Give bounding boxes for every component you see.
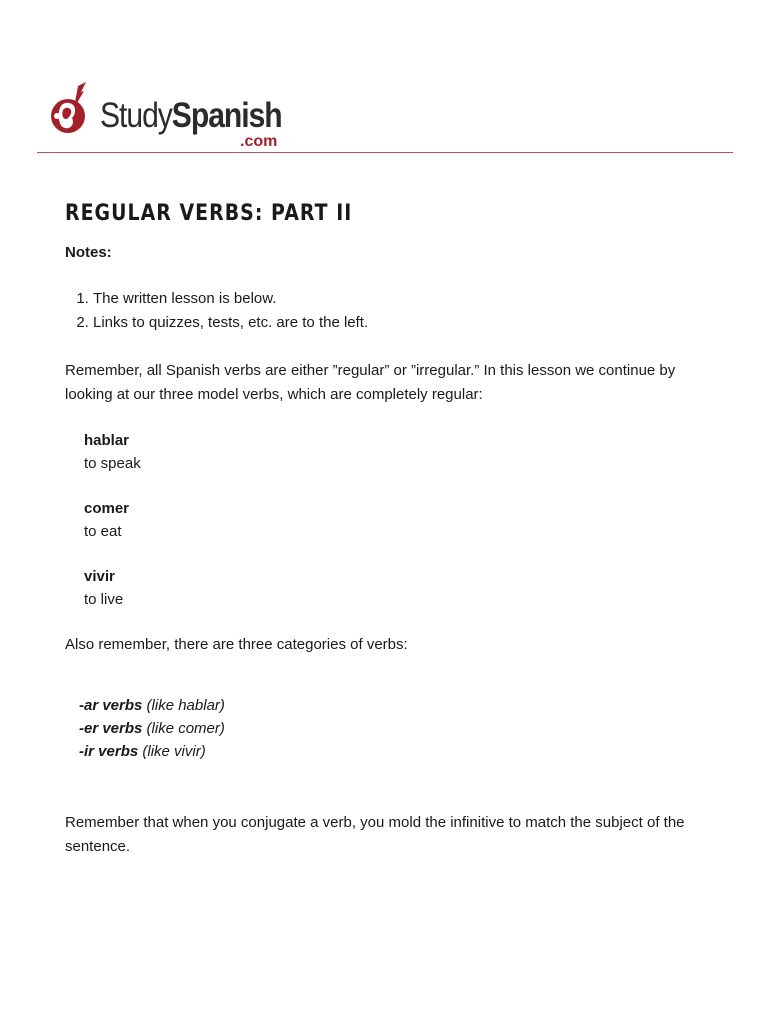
- category-name: -ir verbs: [79, 743, 139, 760]
- logo-word-spanish: Spanish: [171, 96, 282, 135]
- category-name: -er verbs: [79, 720, 143, 737]
- closing-paragraph: Remember that when you conjugate a verb, you mold the infinitive to match the subject of the sentence.: [65, 814, 685, 855]
- logo-word-study: Study: [100, 96, 172, 135]
- notes-item: 1. The written lesson is below.: [93, 287, 705, 311]
- verb-categories-list: [65, 694, 705, 763]
- notes-list: [65, 287, 705, 335]
- intro-paragraph: Remember, all Spanish verbs are either ”regular” or ”irregular.” In this lesson we continue by looking at our three model verbs, which are completely regular:: [65, 362, 676, 403]
- model-verb-item: [84, 497, 705, 543]
- lesson-content: [65, 200, 705, 859]
- verb-category: [79, 740, 705, 763]
- model-verb-meaning: to live: [84, 591, 124, 608]
- model-verb: comer: [84, 500, 130, 517]
- page-header: [0, 0, 768, 154]
- logo-wordmark: [100, 96, 282, 136]
- model-verb: vivir: [84, 568, 115, 585]
- notes-item: 2. Links to quizzes, tests, etc. are to the left.: [93, 311, 705, 335]
- lesson-title: REGULAR VERBS: PART II: [65, 201, 353, 226]
- studyspanish-logo[interactable]: [48, 78, 308, 152]
- model-verbs-list: [65, 429, 705, 611]
- category-example: (like hablar): [142, 697, 225, 714]
- verb-category: [79, 717, 705, 740]
- category-example: (like vivir): [138, 743, 206, 760]
- model-verb-meaning: to eat: [84, 523, 122, 540]
- notes-label: Notes:: [65, 244, 112, 261]
- category-name: -ar verbs: [79, 697, 143, 714]
- model-verb-meaning: to speak: [84, 455, 141, 472]
- verb-category: [79, 694, 705, 717]
- model-verb-item: [84, 429, 705, 475]
- model-verb-item: [84, 565, 705, 611]
- model-verb: hablar: [84, 432, 130, 449]
- logo-domain: .com: [240, 133, 278, 150]
- category-example: (like comer): [142, 720, 225, 737]
- header-divider: [37, 152, 733, 153]
- bull-logo-icon: [48, 78, 96, 142]
- categories-intro: Also remember, there are three categories of verbs:: [65, 636, 408, 653]
